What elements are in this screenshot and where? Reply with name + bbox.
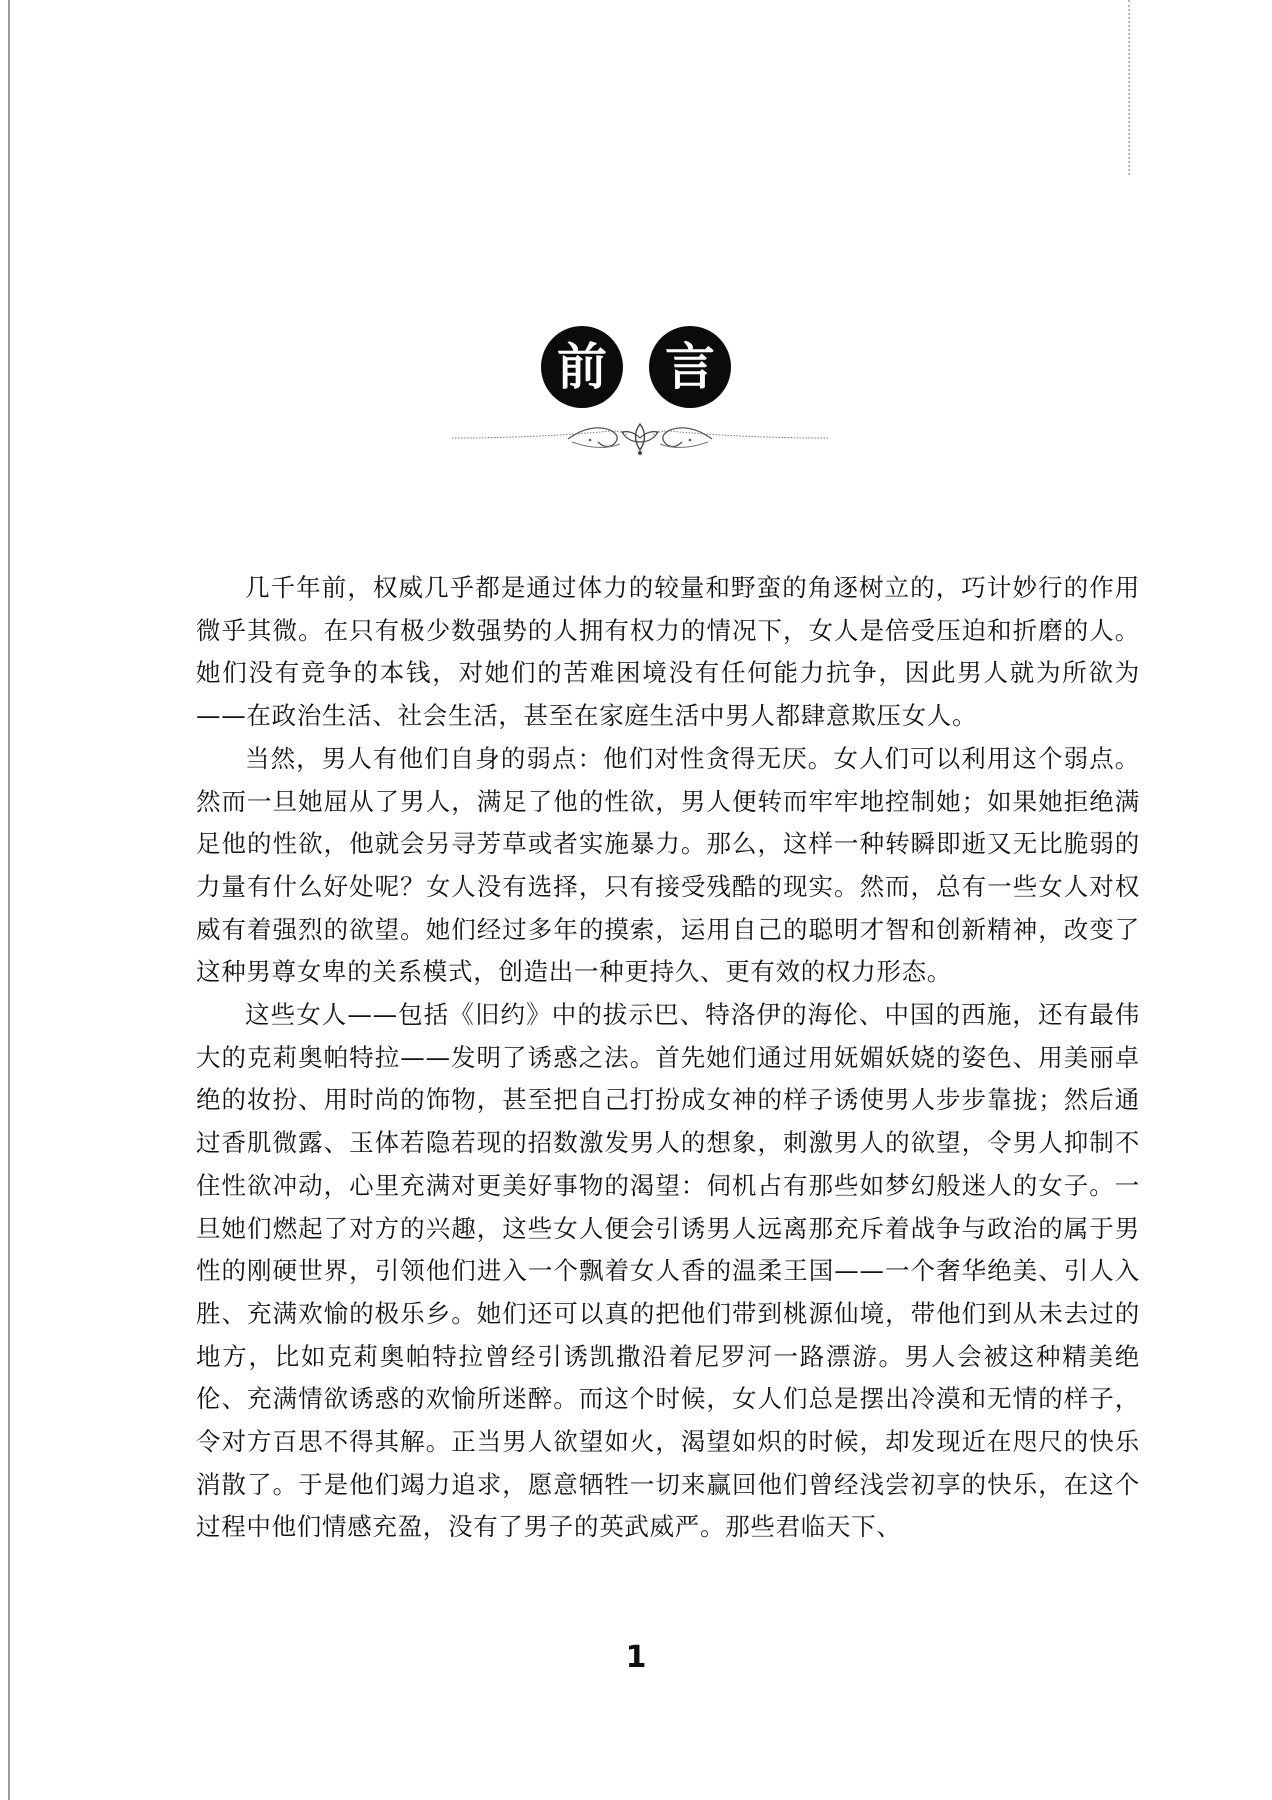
- margin-dotted-rule: [1128, 0, 1130, 175]
- title-ornament-divider: [450, 418, 830, 458]
- page-number: 1: [625, 1640, 647, 1675]
- title-char-yan: 言: [649, 326, 731, 408]
- page-edge-rule: [8, 0, 10, 1800]
- preface-body: [196, 567, 1140, 1549]
- paragraph-3: 这些女人——包括《旧约》中的拔示巴、特洛伊的海伦、中国的西施，还有最伟大的克莉奥帕特拉——发明了诱惑之法。首先她们通过用妩媚妖娆的姿色、用美丽卓绝的妆扮、用时尚的饰物，甚至把自己打扮成女神的样子诱使男人步步靠拢；然后通过香肌微露、玉体若隐若现的招数激发男人的想象，刺激男人的欲望，令男人抑制不住性欲冲动，心里充满对更美好事物的渴望：伺机占有那些如梦幻般迷人的女子。一旦她们燃起了对方的兴趣，这些女人便会引诱男人远离那充斥着战争与政治的属于男性的刚硬世界，引领他们进入一个飘着女人香的温柔王国——一个奢华绝美、引人入胜、充满欢愉的极乐乡。她们还可以真的把他们带到桃源仙境，带他们到从未去过的地方，比如克莉奥帕特拉曾经引诱凯撒沿着尼罗河一路漂游。男人会被这种精美绝伦、充满情欲诱惑的欢愉所迷醉。而这个时候，女人们总是摆出冷漠和无情的样子，令对方百思不得其解。正当男人欲望如火，渴望如炽的时候，却发现近在咫尺的快乐消散了。于是他们竭力追求，愿意牺牲一切来赢回他们曾经浅尝初享的快乐，在这个过程中他们情感充盈，没有了男子的英武威严。那些君临天下、: [196, 1000, 1140, 1542]
- paragraph-2: 当然，男人有他们自身的弱点：他们对性贪得无厌。女人们可以利用这个弱点。然而一旦她屈从了男人，满足了他的性欲，男人便转而牢牢地控制她；如果她拒绝满足他的性欲，他就会另寻芳草或者实施暴力。那么，这样一种转瞬即逝又无比脆弱的力量有什么好处呢？女人没有选择，只有接受残酷的现实。然而，总有一些女人对权威有着强烈的欲望。她们经过多年的摸索，运用自己的聪明才智和创新精神，改变了这种男尊女卑的关系模式，创造出一种更持久、更有效的权力形态。: [196, 743, 1140, 987]
- paragraph-1: 几千年前，权威几乎都是通过体力的较量和野蛮的角逐树立的，巧计妙行的作用微乎其微。在只有极少数强势的人拥有权力的情况下，女人是倍受压迫和折磨的人。她们没有竞争的本钱，对她们的苦难困境没有任何能力抗争，因此男人就为所欲为——在政治生活、社会生活，甚至在家庭生活中男人都肆意欺压女人。: [196, 573, 1140, 731]
- chapter-title: [0, 326, 1272, 416]
- title-char-qian: 前: [541, 326, 623, 408]
